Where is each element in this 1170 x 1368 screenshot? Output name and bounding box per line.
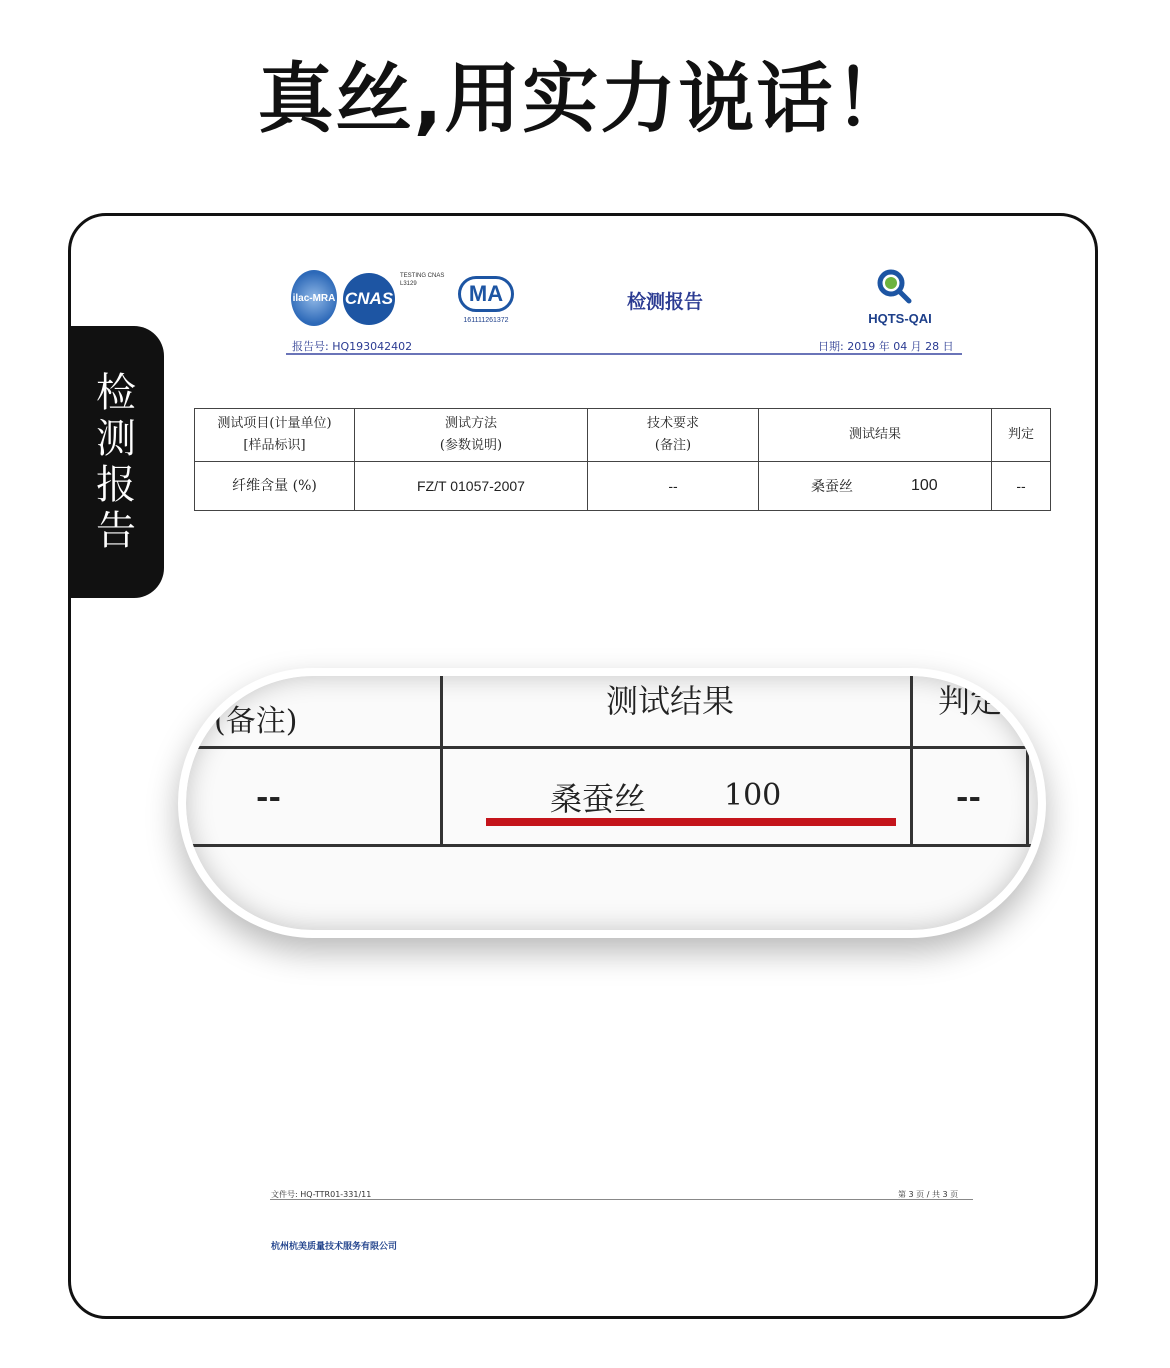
header-result: 测试结果 bbox=[759, 409, 992, 462]
result-fiber-value: 100 bbox=[911, 477, 938, 494]
magnified-callout bbox=[178, 668, 1046, 938]
mag-verdict-value: -- bbox=[956, 780, 981, 815]
cnas-caption: TESTING CNAS L3129 bbox=[400, 273, 445, 287]
cnas-logo-icon: CNAS bbox=[343, 273, 395, 325]
table-row bbox=[195, 462, 1051, 511]
cma-number: 161111261372 bbox=[463, 317, 509, 324]
mag-divider bbox=[440, 676, 443, 846]
side-tab-char: 测 bbox=[96, 416, 136, 462]
mag-requirement-header: (备注) bbox=[214, 704, 298, 739]
mag-divider bbox=[910, 676, 913, 846]
mag-result-value: 100 bbox=[724, 778, 782, 813]
cma-logo-icon: MA bbox=[458, 276, 514, 312]
side-tab-label bbox=[68, 326, 164, 598]
mag-result-name: 桑蚕丝 bbox=[550, 780, 647, 818]
page-headline: 真丝,用实力说话！ bbox=[257, 54, 913, 143]
header-test-method: 测试方法 (参数说明) bbox=[355, 409, 588, 462]
header-rule bbox=[286, 353, 962, 355]
cell-method: FZ/T 01057-2007 bbox=[355, 462, 588, 511]
footer-rule bbox=[270, 1199, 973, 1200]
report-title: 检测报告 bbox=[626, 291, 703, 313]
side-tab-char: 报 bbox=[96, 462, 136, 508]
cell-result bbox=[759, 462, 992, 511]
mag-divider bbox=[186, 844, 1038, 847]
footer-company-name: 杭州杭美质量技术服务有限公司 bbox=[271, 1242, 398, 1252]
cell-requirement: -- bbox=[588, 462, 759, 511]
header-requirement: 技术要求 (备注) bbox=[588, 409, 759, 462]
test-result-table bbox=[194, 408, 1051, 511]
ilac-mra-logo-icon: ilac-MRA bbox=[291, 270, 337, 326]
mag-verdict-header: 判定 bbox=[938, 682, 1003, 720]
report-date: 日期: 2019 年 04 月 28 日 bbox=[818, 340, 954, 353]
header-test-item: 测试项目(计量单位) [样品标识] bbox=[195, 409, 355, 462]
hqts-magnifier-icon bbox=[876, 268, 912, 304]
footer-doc-number: 文件号: HQ-TTR01-331/11 bbox=[271, 1190, 372, 1199]
mag-result-header: 测试结果 bbox=[606, 682, 735, 720]
cell-verdict: -- bbox=[992, 462, 1051, 511]
result-fiber-name: 桑蚕丝 bbox=[811, 479, 853, 495]
table-header-row bbox=[195, 409, 1051, 462]
mag-divider bbox=[1026, 746, 1029, 846]
highlight-underline bbox=[486, 818, 896, 826]
header-verdict: 判定 bbox=[992, 409, 1051, 462]
mag-requirement-value: -- bbox=[256, 780, 281, 815]
report-number: 报告号: HQ193042402 bbox=[292, 340, 413, 353]
cell-item: 纤维含量 (%) bbox=[195, 462, 355, 511]
side-tab-char: 告 bbox=[96, 508, 136, 554]
hqts-logo-text: HQTS-QAI bbox=[868, 311, 932, 326]
mag-divider bbox=[186, 746, 1038, 749]
footer-page-number: 第 3 页 / 共 3 页 bbox=[898, 1190, 959, 1199]
side-tab-char: 检 bbox=[96, 370, 136, 416]
